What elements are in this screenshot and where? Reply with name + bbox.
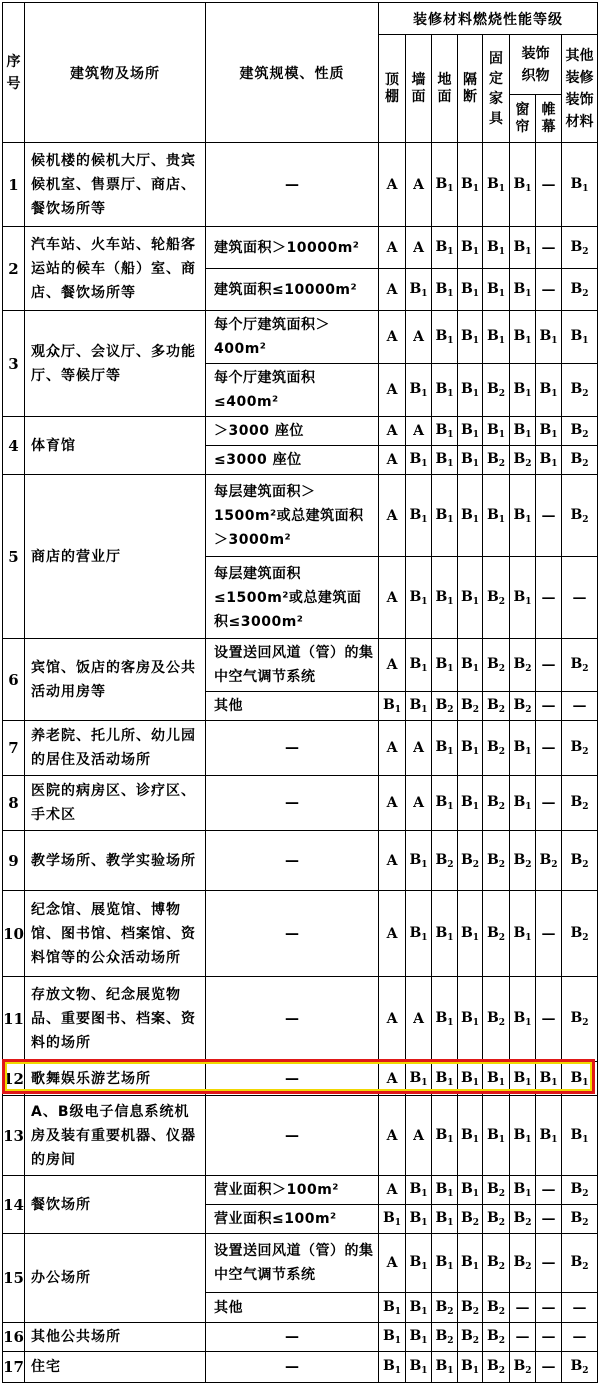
grade-curtain: $B_1$	[510, 977, 536, 1062]
grade-wall: A	[406, 227, 432, 269]
grade-drape: —	[536, 977, 562, 1062]
grade-other: $B_2$	[562, 1352, 598, 1383]
grade-other: $B_1$	[562, 143, 598, 227]
grade-other: $B_2$	[562, 1234, 598, 1293]
table-row	[3, 417, 598, 446]
grade-floor: $B_1$	[432, 1352, 458, 1383]
building-name: 办公场所	[25, 1234, 206, 1323]
grade-furniture: $B_2$	[483, 364, 510, 417]
grade-furniture: $B_2$	[483, 446, 510, 475]
grade-other: $B_2$	[562, 446, 598, 475]
header-wall-text: 墙面	[411, 71, 426, 105]
header-seq	[3, 3, 25, 143]
grade-ceiling: A	[379, 446, 406, 475]
grade-furniture: $B_2$	[483, 1205, 510, 1234]
grade-wall: $B_1$	[406, 639, 432, 692]
scale-cell: 每个厅建筑面积＞400m²	[206, 311, 379, 364]
grade-other: $B_2$	[562, 364, 598, 417]
grade-curtain: $B_1$	[510, 891, 536, 977]
grade-other: $B_2$	[562, 475, 598, 557]
scale-cell: 建筑面积＞10000m²	[206, 227, 379, 269]
grade-ceiling: A	[379, 721, 406, 776]
row-number: 6	[3, 639, 25, 721]
grade-partition: $B_1$	[458, 446, 483, 475]
grade-wall: $B_1$	[406, 1293, 432, 1323]
grade-drape: —	[536, 475, 562, 557]
grade-wall: A	[406, 143, 432, 227]
grade-floor: $B_1$	[432, 417, 458, 446]
grade-drape: $B_1$	[536, 364, 562, 417]
grade-ceiling: A	[379, 417, 406, 446]
grade-ceiling: A	[379, 977, 406, 1062]
row-number: 2	[3, 227, 25, 311]
grade-other: $B_2$	[562, 1205, 598, 1234]
grade-floor: $B_2$	[432, 1293, 458, 1323]
header-wall	[406, 35, 432, 143]
header-textile	[510, 35, 562, 95]
grade-partition: $B_2$	[458, 1205, 483, 1234]
grade-wall: $B_1$	[406, 1323, 432, 1352]
grade-partition: $B_1$	[458, 417, 483, 446]
grade-curtain: $B_1$	[510, 475, 536, 557]
grade-furniture: $B_2$	[483, 639, 510, 692]
grade-wall: $B_1$	[406, 364, 432, 417]
grade-ceiling: A	[379, 269, 406, 311]
grade-drape: —	[536, 1352, 562, 1383]
scale-cell: —	[206, 1062, 379, 1096]
grade-ceiling: $B_1$	[379, 1205, 406, 1234]
scale-cell: 其他	[206, 692, 379, 721]
row-number: 8	[3, 776, 25, 831]
grade-furniture: $B_2$	[483, 977, 510, 1062]
row-number: 10	[3, 891, 25, 977]
building-name: 医院的病房区、诊疗区、手术区	[25, 776, 206, 831]
grade-drape: $B_2$	[536, 831, 562, 891]
grade-floor: $B_2$	[432, 831, 458, 891]
grade-partition: $B_1$	[458, 364, 483, 417]
table-row	[3, 311, 598, 364]
grade-curtain: $B_2$	[510, 1352, 536, 1383]
grade-drape: —	[536, 1293, 562, 1323]
scale-cell: 营业面积≤100m²	[206, 1205, 379, 1234]
grade-drape: $B_1$	[536, 1096, 562, 1176]
grade-curtain: $B_2$	[510, 639, 536, 692]
building-name: 住宅	[25, 1352, 206, 1383]
grade-partition: $B_1$	[458, 311, 483, 364]
grade-furniture: $B_2$	[483, 1293, 510, 1323]
header-building: 建筑物及场所	[25, 3, 206, 143]
scale-cell: 营业面积＞100m²	[206, 1176, 379, 1205]
scale-cell: —	[206, 977, 379, 1062]
grade-other: $B_2$	[562, 639, 598, 692]
grade-other: $B_2$	[562, 776, 598, 831]
grade-partition: $B_1$	[458, 721, 483, 776]
row-number: 7	[3, 721, 25, 776]
table-row	[3, 639, 598, 692]
grade-curtain: $B_1$	[510, 311, 536, 364]
grade-ceiling: A	[379, 557, 406, 639]
grade-ceiling: A	[379, 364, 406, 417]
grade-drape: —	[536, 1205, 562, 1234]
grade-drape: —	[536, 776, 562, 831]
grade-wall: $B_1$	[406, 1234, 432, 1293]
table-row	[3, 1176, 598, 1205]
grade-furniture: $B_2$	[483, 831, 510, 891]
header-other	[562, 35, 598, 143]
grade-drape: $B_1$	[536, 417, 562, 446]
grade-partition: $B_2$	[458, 692, 483, 721]
building-name: 宾馆、饭店的客房及公共活动用房等	[25, 639, 206, 721]
grade-wall: A	[406, 311, 432, 364]
row-number: 4	[3, 417, 25, 475]
grade-furniture: $B_1$	[483, 417, 510, 446]
scale-cell: —	[206, 1323, 379, 1352]
grade-drape: $B_1$	[536, 446, 562, 475]
scale-cell: —	[206, 776, 379, 831]
table-row	[3, 776, 598, 831]
header-partition-text: 隔断	[463, 71, 477, 105]
grade-ceiling: A	[379, 227, 406, 269]
grade-furniture: $B_2$	[483, 721, 510, 776]
building-name: 体育馆	[25, 417, 206, 475]
scale-cell: 设置送回风道（管）的集中空气调节系统	[206, 1234, 379, 1293]
grade-ceiling: A	[379, 311, 406, 364]
scale-cell: —	[206, 1096, 379, 1176]
building-name: 汽车站、火车站、轮船客运站的候车（船）室、商店、餐饮场所等	[25, 227, 206, 311]
grade-drape: —	[536, 1176, 562, 1205]
header-seq-text: 序号	[6, 53, 21, 92]
header-floor	[432, 35, 458, 143]
grade-curtain: $B_2$	[510, 692, 536, 721]
grade-curtain: $B_2$	[510, 1205, 536, 1234]
header-ceiling-text: 顶棚	[385, 71, 399, 105]
grade-floor: $B_1$	[432, 227, 458, 269]
scale-cell: ＞3000 座位	[206, 417, 379, 446]
grade-floor: $B_1$	[432, 1062, 458, 1096]
row-number: 15	[3, 1234, 25, 1323]
grade-other: $B_2$	[562, 269, 598, 311]
grade-floor: $B_1$	[432, 557, 458, 639]
grade-partition: $B_2$	[458, 1293, 483, 1323]
building-name: 观众厅、会议厅、多功能厅、等候厅等	[25, 311, 206, 417]
grade-curtain: $B_1$	[510, 721, 536, 776]
grade-curtain: $B_2$	[510, 446, 536, 475]
grade-wall: A	[406, 721, 432, 776]
row-number: 1	[3, 143, 25, 227]
table-row	[3, 721, 598, 776]
table-row	[3, 475, 598, 557]
building-name: 存放文物、纪念展览物品、重要图书、档案、资料的场所	[25, 977, 206, 1062]
grade-drape: —	[536, 143, 562, 227]
grade-wall: A	[406, 1096, 432, 1176]
grade-floor: $B_2$	[432, 1323, 458, 1352]
grade-partition: $B_1$	[458, 1352, 483, 1383]
scale-cell: —	[206, 891, 379, 977]
grade-partition: $B_1$	[458, 143, 483, 227]
grade-partition: $B_1$	[458, 891, 483, 977]
grade-drape: —	[536, 692, 562, 721]
scale-cell: 其他	[206, 1293, 379, 1323]
grade-curtain: $B_1$	[510, 1062, 536, 1096]
table-row	[3, 143, 598, 227]
grade-partition: $B_1$	[458, 227, 483, 269]
grade-other: —	[562, 1323, 598, 1352]
header-curtain	[510, 95, 536, 143]
grade-wall: $B_1$	[406, 475, 432, 557]
grade-ceiling: A	[379, 776, 406, 831]
table-row	[3, 831, 598, 891]
grade-wall: $B_1$	[406, 891, 432, 977]
grade-furniture: $B_1$	[483, 311, 510, 364]
grade-other: $B_2$	[562, 977, 598, 1062]
grade-curtain: $B_1$	[510, 557, 536, 639]
table-row	[3, 1096, 598, 1176]
building-name: 候机楼的候机大厅、贵宾候机室、售票厅、商店、餐饮场所等	[25, 143, 206, 227]
grade-furniture: $B_2$	[483, 1352, 510, 1383]
grade-wall: A	[406, 417, 432, 446]
grade-ceiling: $B_1$	[379, 1352, 406, 1383]
grade-wall: $B_1$	[406, 692, 432, 721]
row-number: 12	[3, 1062, 25, 1096]
header-drape-text: 帷幕	[541, 101, 556, 135]
grade-drape: —	[536, 721, 562, 776]
grade-other: $B_1$	[562, 1096, 598, 1176]
grade-other: —	[562, 692, 598, 721]
grade-other: $B_2$	[562, 721, 598, 776]
grade-ceiling: A	[379, 143, 406, 227]
grade-wall: $B_1$	[406, 831, 432, 891]
grade-curtain: $B_1$	[510, 417, 536, 446]
grade-drape: —	[536, 1323, 562, 1352]
grade-ceiling: A	[379, 1096, 406, 1176]
row-number: 13	[3, 1096, 25, 1176]
grade-partition: $B_2$	[458, 1323, 483, 1352]
grade-drape: $B_1$	[536, 311, 562, 364]
header-other-text: 其他装修装饰材料	[565, 47, 594, 130]
scale-cell: 每个厅建筑面积≤400m²	[206, 364, 379, 417]
grade-furniture: $B_2$	[483, 1323, 510, 1352]
grade-partition: $B_1$	[458, 639, 483, 692]
grade-drape: —	[536, 639, 562, 692]
header-ceiling	[379, 35, 406, 143]
grade-ceiling: $B_1$	[379, 1323, 406, 1352]
header-floor-text: 地面	[437, 71, 452, 105]
grade-other: $B_2$	[562, 227, 598, 269]
grade-other: $B_2$	[562, 891, 598, 977]
grade-curtain: $B_1$	[510, 227, 536, 269]
grade-wall: $B_1$	[406, 557, 432, 639]
grade-floor: $B_1$	[432, 269, 458, 311]
building-name: 教学场所、教学实验场所	[25, 831, 206, 891]
grade-ceiling: A	[379, 831, 406, 891]
grade-furniture: $B_2$	[483, 776, 510, 831]
grade-curtain: $B_1$	[510, 364, 536, 417]
grade-floor: $B_1$	[432, 639, 458, 692]
grade-drape: —	[536, 891, 562, 977]
grade-ceiling: A	[379, 1062, 406, 1096]
grade-furniture: $B_2$	[483, 692, 510, 721]
building-name: 其他公共场所	[25, 1323, 206, 1352]
header-scale: 建筑规模、性质	[206, 3, 379, 143]
table-row	[3, 1062, 598, 1096]
grade-furniture: $B_1$	[483, 475, 510, 557]
header-furniture	[483, 35, 510, 143]
grade-wall: A	[406, 977, 432, 1062]
grade-partition: $B_1$	[458, 1176, 483, 1205]
grade-ceiling: A	[379, 639, 406, 692]
grade-partition: $B_1$	[458, 1096, 483, 1176]
grade-other: $B_2$	[562, 417, 598, 446]
grade-partition: $B_1$	[458, 977, 483, 1062]
grade-partition: $B_1$	[458, 776, 483, 831]
grade-furniture: $B_1$	[483, 143, 510, 227]
header-curtain-text: 窗帘	[515, 101, 530, 135]
grade-floor: $B_2$	[432, 692, 458, 721]
grade-floor: $B_1$	[432, 891, 458, 977]
grade-ceiling: A	[379, 1176, 406, 1205]
grade-floor: $B_1$	[432, 311, 458, 364]
grade-curtain: $B_1$	[510, 269, 536, 311]
building-name: 养老院、托儿所、幼儿园的居住及活动场所	[25, 721, 206, 776]
row-number: 16	[3, 1323, 25, 1352]
grade-wall: $B_1$	[406, 269, 432, 311]
grade-furniture: $B_1$	[483, 1062, 510, 1096]
row-number: 14	[3, 1176, 25, 1234]
scale-cell: —	[206, 143, 379, 227]
grade-ceiling: A	[379, 475, 406, 557]
table-body	[3, 143, 598, 1383]
grade-curtain: —	[510, 1293, 536, 1323]
scale-cell: 每层建筑面积≤1500m²或总建筑面积≤3000m²	[206, 557, 379, 639]
grade-floor: $B_1$	[432, 776, 458, 831]
grade-floor: $B_1$	[432, 1176, 458, 1205]
grade-furniture: $B_2$	[483, 891, 510, 977]
grade-wall: $B_1$	[406, 1205, 432, 1234]
grade-wall: $B_1$	[406, 1062, 432, 1096]
row-number: 17	[3, 1352, 25, 1383]
grade-other: —	[562, 557, 598, 639]
grade-floor: $B_1$	[432, 446, 458, 475]
scale-cell: —	[206, 831, 379, 891]
grade-floor: $B_1$	[432, 475, 458, 557]
fire-rating-table	[2, 2, 598, 1383]
grade-ceiling: A	[379, 891, 406, 977]
grade-floor: $B_1$	[432, 1234, 458, 1293]
scale-cell: 建筑面积≤10000m²	[206, 269, 379, 311]
header-furniture-text: 固定家具	[489, 50, 503, 127]
grade-partition: $B_2$	[458, 831, 483, 891]
header-drape	[536, 95, 562, 143]
grade-partition: $B_1$	[458, 475, 483, 557]
grade-partition: $B_1$	[458, 1062, 483, 1096]
grade-ceiling: $B_1$	[379, 1293, 406, 1323]
table-row	[3, 891, 598, 977]
grade-floor: $B_1$	[432, 143, 458, 227]
grade-furniture: $B_2$	[483, 557, 510, 639]
grade-partition: $B_1$	[458, 1234, 483, 1293]
grade-other: $B_1$	[562, 1062, 598, 1096]
grade-partition: $B_1$	[458, 269, 483, 311]
grade-floor: $B_1$	[432, 1096, 458, 1176]
scale-cell: —	[206, 1352, 379, 1383]
grade-wall: $B_1$	[406, 1176, 432, 1205]
building-name: A、B级电子信息系统机房及装有重要机器、仪器的房间	[25, 1096, 206, 1176]
grade-curtain: $B_1$	[510, 776, 536, 831]
table-row	[3, 1352, 598, 1383]
grade-curtain: $B_2$	[510, 831, 536, 891]
row-number: 3	[3, 311, 25, 417]
grade-wall: $B_1$	[406, 446, 432, 475]
grade-floor: $B_1$	[432, 364, 458, 417]
header-group: 装修材料燃烧性能等级	[379, 3, 598, 35]
scale-cell: —	[206, 721, 379, 776]
grade-ceiling: $B_1$	[379, 692, 406, 721]
grade-drape: —	[536, 557, 562, 639]
row-number: 5	[3, 475, 25, 639]
table-row	[3, 977, 598, 1062]
grade-furniture: $B_1$	[483, 227, 510, 269]
grade-other: $B_2$	[562, 831, 598, 891]
scale-cell: 每层建筑面积＞1500m²或总建筑面积＞3000m²	[206, 475, 379, 557]
building-name: 纪念馆、展览馆、博物馆、图书馆、档案馆、资料馆等的公众活动场所	[25, 891, 206, 977]
scale-cell: ≤3000 座位	[206, 446, 379, 475]
grade-furniture: $B_2$	[483, 1176, 510, 1205]
scale-cell: 设置送回风道（管）的集中空气调节系统	[206, 639, 379, 692]
grade-wall: $B_1$	[406, 1352, 432, 1383]
grade-drape: $B_1$	[536, 1062, 562, 1096]
grade-floor: $B_1$	[432, 721, 458, 776]
grade-furniture: $B_2$	[483, 1234, 510, 1293]
row-number: 9	[3, 831, 25, 891]
grade-furniture: $B_1$	[483, 1096, 510, 1176]
grade-other: $B_2$	[562, 1176, 598, 1205]
grade-curtain: —	[510, 1323, 536, 1352]
building-name: 商店的营业厅	[25, 475, 206, 639]
grade-curtain: $B_1$	[510, 143, 536, 227]
grade-curtain: $B_1$	[510, 1096, 536, 1176]
grade-ceiling: A	[379, 1234, 406, 1293]
header-textile-text: 装饰织物	[521, 45, 550, 84]
grade-partition: $B_1$	[458, 557, 483, 639]
grade-furniture: $B_1$	[483, 269, 510, 311]
grade-drape: —	[536, 1234, 562, 1293]
grade-curtain: $B_1$	[510, 1176, 536, 1205]
row-number: 11	[3, 977, 25, 1062]
table-row	[3, 1323, 598, 1352]
building-name: 歌舞娱乐游艺场所	[25, 1062, 206, 1096]
grade-wall: A	[406, 776, 432, 831]
grade-curtain: $B_2$	[510, 1234, 536, 1293]
header-partition	[458, 35, 483, 143]
table-row	[3, 227, 598, 269]
table-row	[3, 1234, 598, 1293]
grade-drape: —	[536, 227, 562, 269]
grade-floor: $B_1$	[432, 1205, 458, 1234]
building-name: 餐饮场所	[25, 1176, 206, 1234]
grade-other: $B_1$	[562, 311, 598, 364]
grade-drape: —	[536, 269, 562, 311]
grade-other: —	[562, 1293, 598, 1323]
grade-floor: $B_1$	[432, 977, 458, 1062]
